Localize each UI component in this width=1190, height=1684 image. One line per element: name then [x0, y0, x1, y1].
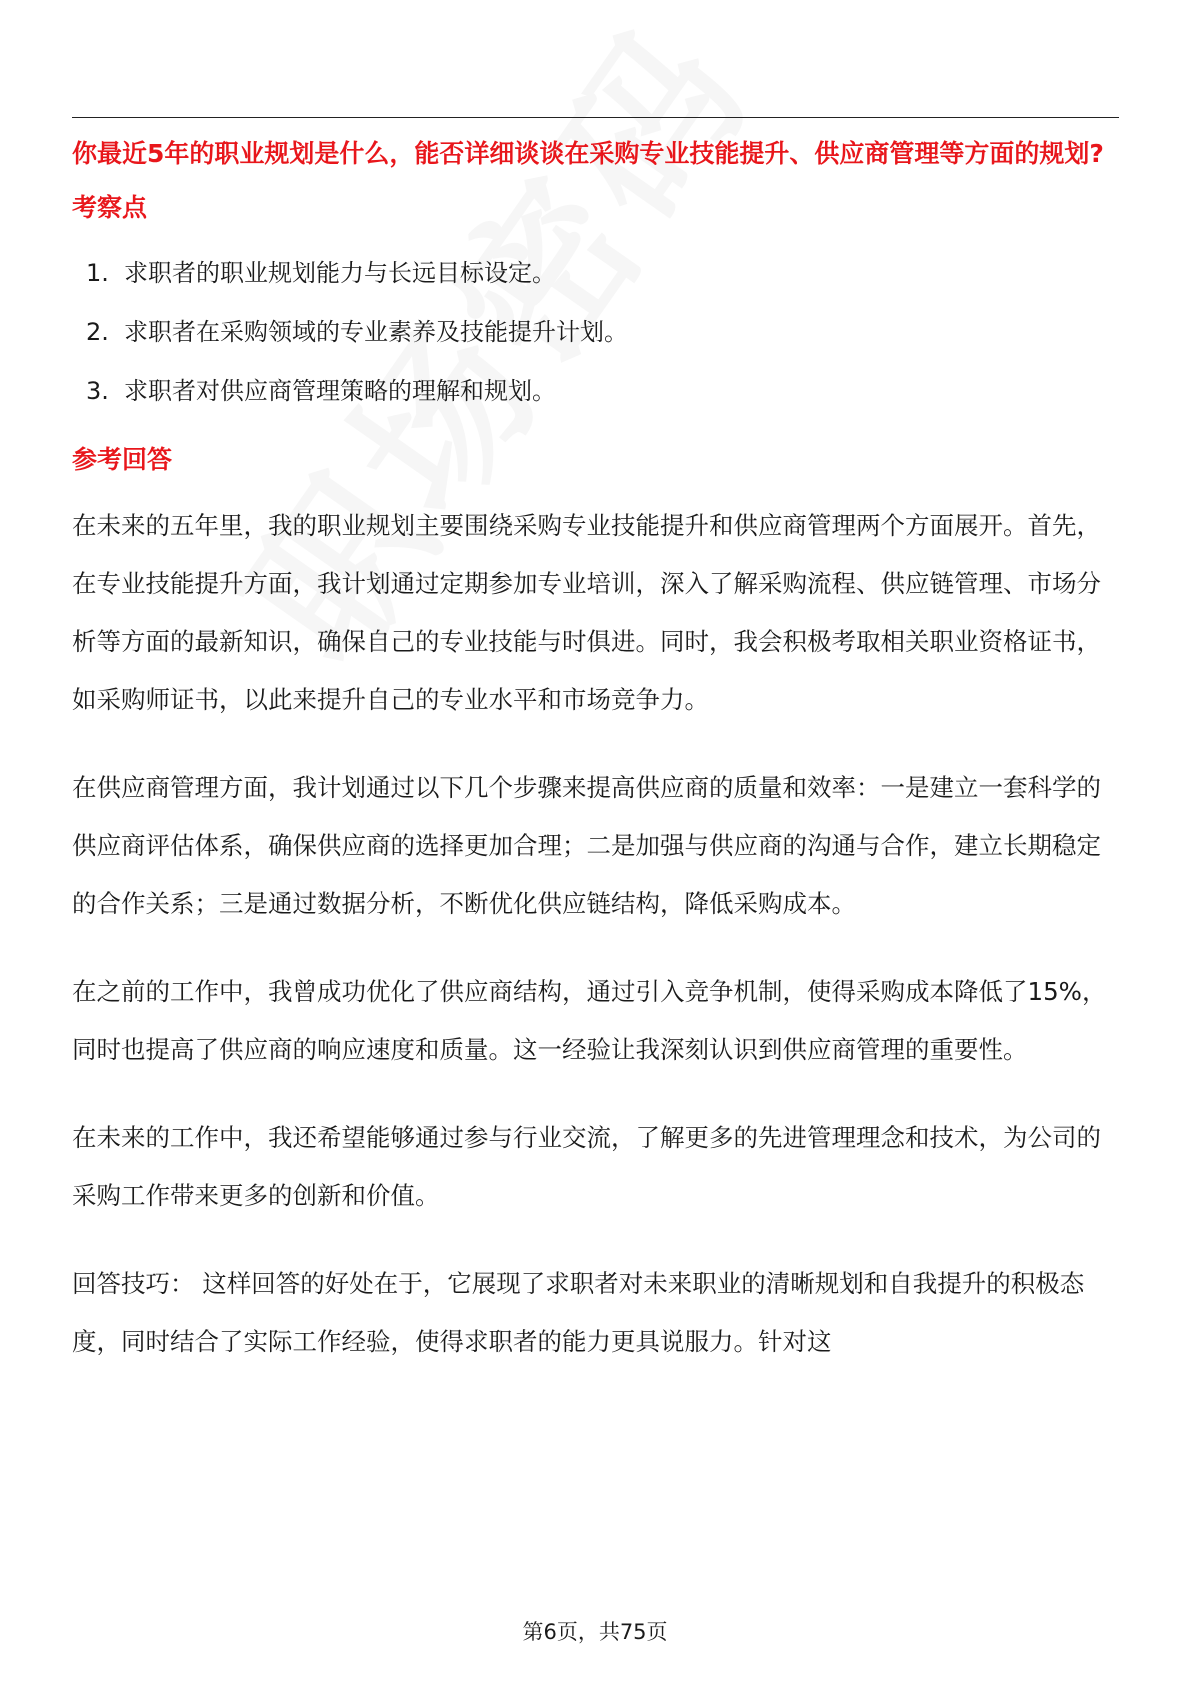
- list-item: [72, 376, 1122, 406]
- answer-paragraph: 在之前的工作中，我曾成功优化了供应商结构，通过引入竞争机制，使得采购成本降低了15%，同时也提高了供应商的响应速度和质量。这一经验让我深刻认识到供应商管理的重要性。: [72, 977, 1107, 1064]
- points-heading: 考察点: [72, 193, 148, 222]
- list-item-text: 求职者在采购领域的专业素养及技能提升计划。: [124, 318, 628, 346]
- answer-paragraph: 在供应商管理方面，我计划通过以下几个步骤来提高供应商的质量和效率：一是建立一套科学的供应商评估体系，确保供应商的选择更加合理；二是加强与供应商的沟通与合作，建立长期稳定的合作关系；三是通过数据分析，不断优化供应链结构，降低采购成本。: [72, 773, 1101, 918]
- list-item: [72, 258, 1122, 288]
- header-divider: [72, 117, 1119, 118]
- list-item-text: 求职者对供应商管理策略的理解和规划。: [124, 377, 556, 405]
- question-title: 你最近5年的职业规划是什么，能否详细谈谈在采购专业技能提升、供应商管理等方面的规划?: [72, 139, 1104, 168]
- list-item-number: 3.: [86, 377, 109, 405]
- list-item-number: 1.: [86, 259, 109, 287]
- list-item: [72, 317, 1122, 347]
- list-item-number: 2.: [86, 318, 109, 346]
- list-item-text: 求职者的职业规划能力与长远目标设定。: [124, 259, 556, 287]
- points-list: [72, 258, 1122, 406]
- page-content: [72, 135, 1122, 1371]
- answer-paragraph: 在未来的工作中，我还希望能够通过参与行业交流，了解更多的先进管理理念和技术，为公司的采购工作带来更多的创新和价值。: [72, 1123, 1101, 1210]
- answer-tips-paragraph: 回答技巧： 这样回答的好处在于，它展现了求职者对未来职业的清晰规划和自我提升的积极态度，同时结合了实际工作经验，使得求职者的能力更具说服力。针对这: [72, 1269, 1085, 1356]
- answer-heading: 参考回答: [72, 445, 173, 474]
- answer-paragraph: 在未来的五年里，我的职业规划主要围绕采购专业技能提升和供应商管理两个方面展开。首先，在专业技能提升方面，我计划通过定期参加专业培训，深入了解采购流程、供应链管理、市场分析等方面的最新知识，确保自己的专业技能与时俱进。同时，我会积极考取相关职业资格证书，如采购师证书，以此来提升自己的专业水平和市场竞争力。: [72, 511, 1101, 714]
- page-number: 第6页，共75页: [522, 1620, 668, 1644]
